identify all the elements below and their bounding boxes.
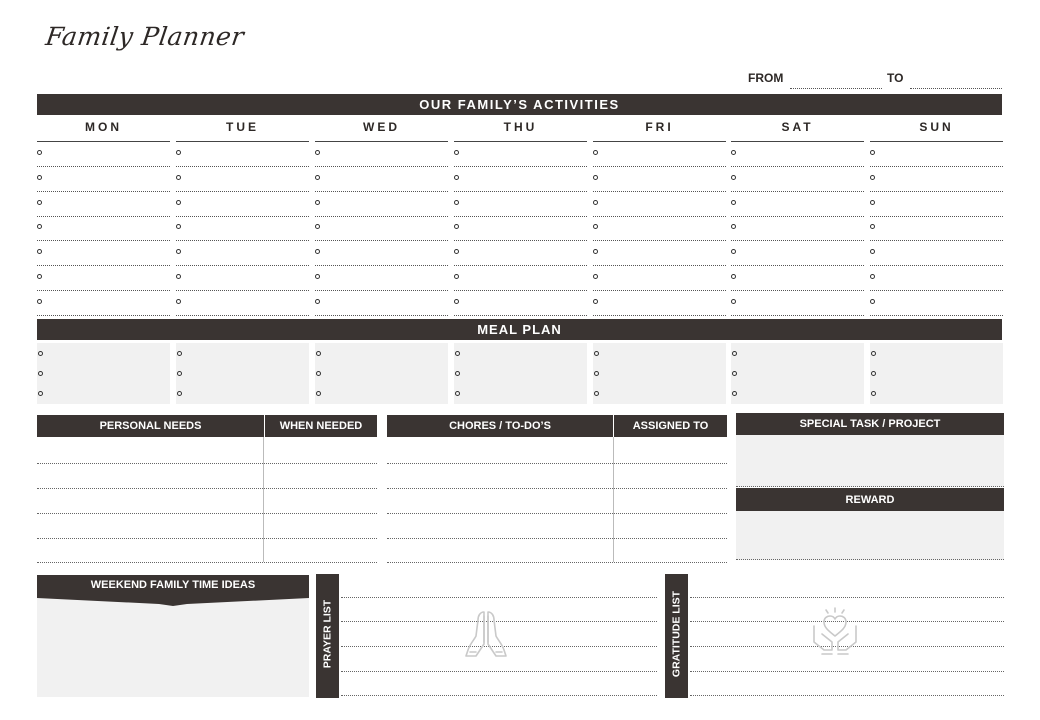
activity-line[interactable]	[454, 267, 587, 291]
day-header: FRI	[593, 120, 726, 142]
bullet-icon	[454, 200, 459, 205]
bullet-icon	[454, 224, 459, 229]
bullet-icon	[594, 391, 599, 396]
gratitude-list-title: GRATITUDE LIST	[670, 590, 683, 678]
activity-line[interactable]	[870, 168, 1003, 192]
activity-line[interactable]	[731, 193, 864, 217]
bullet-icon	[316, 371, 321, 376]
bullet-icon	[315, 200, 320, 205]
prayer-list-title: PRAYER LIST	[321, 599, 334, 669]
personal-needs-header: PERSONAL NEEDS	[37, 415, 264, 437]
meal-cell[interactable]	[176, 343, 309, 404]
when-needed-header: WHEN NEEDED	[265, 415, 377, 437]
activity-line[interactable]	[176, 242, 309, 266]
bullet-icon	[316, 351, 321, 356]
weekend-ideas-field[interactable]	[37, 604, 309, 697]
day-header: WED	[315, 120, 448, 142]
prayer-list-tab	[316, 574, 339, 698]
page-title: Family Planner	[43, 22, 247, 51]
day-header: THU	[454, 120, 587, 142]
activity-line[interactable]	[870, 217, 1003, 241]
chores-row[interactable]	[387, 513, 727, 514]
meal-cell[interactable]	[870, 343, 1003, 404]
activity-line[interactable]	[870, 193, 1003, 217]
activity-line[interactable]	[870, 292, 1003, 316]
activity-line[interactable]	[37, 168, 170, 192]
special-task-header: SPECIAL TASK / PROJECT	[736, 413, 1004, 435]
bullet-icon	[315, 224, 320, 229]
bullet-icon	[455, 391, 460, 396]
bullet-icon	[593, 175, 598, 180]
activity-line[interactable]	[37, 143, 170, 167]
activity-line[interactable]	[731, 168, 864, 192]
activity-line[interactable]	[315, 292, 448, 316]
praying-hands-icon	[462, 608, 510, 660]
bullet-icon	[871, 371, 876, 376]
bullet-icon	[594, 371, 599, 376]
chores-header: CHORES / TO-DO’S	[387, 415, 613, 437]
activity-line[interactable]	[176, 292, 309, 316]
activity-line[interactable]	[593, 217, 726, 241]
bullet-icon	[454, 274, 459, 279]
activity-line[interactable]	[454, 242, 587, 266]
prayer-line[interactable]	[341, 597, 657, 598]
activity-line[interactable]	[731, 143, 864, 167]
bullet-icon	[37, 150, 42, 155]
chores-row[interactable]	[387, 463, 727, 464]
personal-needs-row[interactable]	[37, 538, 377, 539]
bullet-icon	[37, 200, 42, 205]
bullet-icon	[177, 351, 182, 356]
bullet-icon	[870, 175, 875, 180]
activity-line[interactable]	[454, 217, 587, 241]
activity-line[interactable]	[315, 267, 448, 291]
bullet-icon	[176, 200, 181, 205]
bullet-icon	[594, 351, 599, 356]
bullet-icon	[37, 224, 42, 229]
bullet-icon	[870, 224, 875, 229]
day-header: SUN	[870, 120, 1003, 142]
activity-line[interactable]	[315, 217, 448, 241]
reward-field[interactable]	[736, 511, 1004, 560]
activity-line[interactable]	[37, 193, 170, 217]
bullet-icon	[455, 351, 460, 356]
chores-divider	[613, 437, 614, 562]
activity-line[interactable]	[870, 267, 1003, 291]
bullet-icon	[454, 299, 459, 304]
bullet-icon	[176, 150, 181, 155]
activity-line[interactable]	[315, 193, 448, 217]
bullet-icon	[731, 299, 736, 304]
meal-plan-header: MEAL PLAN	[37, 319, 1002, 340]
activity-line[interactable]	[176, 168, 309, 192]
bullet-icon	[315, 175, 320, 180]
activity-line[interactable]	[731, 242, 864, 266]
day-header: MON	[37, 120, 170, 142]
from-field[interactable]	[790, 75, 882, 89]
bullet-icon	[37, 175, 42, 180]
bullet-icon	[37, 249, 42, 254]
bullet-icon	[454, 175, 459, 180]
bullet-icon	[593, 200, 598, 205]
personal-needs-row[interactable]	[37, 488, 377, 489]
bullet-icon	[316, 391, 321, 396]
activity-line[interactable]	[315, 242, 448, 266]
chores-row[interactable]	[387, 538, 727, 539]
activity-line[interactable]	[593, 143, 726, 167]
bullet-icon	[454, 249, 459, 254]
bullet-icon	[731, 274, 736, 279]
bullet-icon	[731, 200, 736, 205]
activity-line[interactable]	[37, 217, 170, 241]
bullet-icon	[871, 351, 876, 356]
bullet-icon	[176, 175, 181, 180]
activity-line[interactable]	[37, 242, 170, 266]
activity-line[interactable]	[731, 292, 864, 316]
activity-line[interactable]	[315, 143, 448, 167]
bullet-icon	[315, 299, 320, 304]
bullet-icon	[731, 224, 736, 229]
meal-cell[interactable]	[731, 343, 864, 404]
bullet-icon	[455, 371, 460, 376]
bullet-icon	[177, 371, 182, 376]
activity-line[interactable]	[454, 168, 587, 192]
activity-line[interactable]	[315, 168, 448, 192]
day-header: SAT	[731, 120, 864, 142]
bullet-icon	[870, 299, 875, 304]
bullet-icon	[38, 371, 43, 376]
bullet-icon	[176, 274, 181, 279]
personal-needs-row[interactable]	[37, 513, 377, 514]
personal-needs-row[interactable]	[37, 463, 377, 464]
activity-line[interactable]	[454, 193, 587, 217]
bullet-icon	[454, 150, 459, 155]
from-label: FROM	[748, 71, 784, 85]
bullet-icon	[732, 371, 737, 376]
activity-line[interactable]	[37, 267, 170, 291]
chores-row[interactable]	[387, 488, 727, 489]
bullet-icon	[315, 274, 320, 279]
to-label: TO	[887, 71, 904, 85]
meal-cell[interactable]	[454, 343, 587, 404]
bullet-icon	[177, 391, 182, 396]
bullet-icon	[870, 200, 875, 205]
activity-line[interactable]	[731, 267, 864, 291]
activity-line[interactable]	[176, 217, 309, 241]
bullet-icon	[871, 391, 876, 396]
activity-line[interactable]	[593, 292, 726, 316]
heart-in-hands-icon	[808, 606, 862, 660]
activity-line[interactable]	[454, 292, 587, 316]
prayer-line[interactable]	[341, 695, 657, 696]
activity-line[interactable]	[37, 292, 170, 316]
personal-needs-divider	[263, 437, 264, 562]
bullet-icon	[37, 299, 42, 304]
gratitude-line[interactable]	[690, 671, 1004, 672]
meal-cell[interactable]	[593, 343, 726, 404]
to-field[interactable]	[910, 75, 1002, 89]
bullet-icon	[731, 150, 736, 155]
gratitude-line[interactable]	[690, 597, 1004, 598]
activity-line[interactable]	[176, 267, 309, 291]
bullet-icon	[176, 299, 181, 304]
reward-header: REWARD	[736, 488, 1004, 511]
meal-cell[interactable]	[315, 343, 448, 404]
meal-cell[interactable]	[37, 343, 170, 404]
personal-needs-row[interactable]	[37, 562, 377, 563]
chores-row[interactable]	[387, 562, 727, 563]
gratitude-line[interactable]	[690, 695, 1004, 696]
gratitude-list-tab	[665, 574, 688, 698]
special-task-field[interactable]	[736, 435, 1004, 487]
activity-line[interactable]	[593, 168, 726, 192]
activity-line[interactable]	[870, 143, 1003, 167]
bullet-icon	[315, 249, 320, 254]
bullet-icon	[38, 391, 43, 396]
activity-line[interactable]	[731, 217, 864, 241]
bullet-icon	[593, 249, 598, 254]
bullet-icon	[732, 351, 737, 356]
activity-line[interactable]	[593, 267, 726, 291]
bullet-icon	[593, 274, 598, 279]
bullet-icon	[870, 150, 875, 155]
activity-line[interactable]	[593, 193, 726, 217]
bullet-icon	[731, 249, 736, 254]
bullet-icon	[176, 224, 181, 229]
activity-line[interactable]	[870, 242, 1003, 266]
activity-line[interactable]	[176, 143, 309, 167]
activity-line[interactable]	[176, 193, 309, 217]
bullet-icon	[176, 249, 181, 254]
activities-header: OUR FAMILY’S ACTIVITIES	[37, 94, 1002, 115]
activity-line[interactable]	[593, 242, 726, 266]
bullet-icon	[732, 391, 737, 396]
day-header: TUE	[176, 120, 309, 142]
bullet-icon	[315, 150, 320, 155]
bullet-icon	[593, 224, 598, 229]
bullet-icon	[593, 299, 598, 304]
bullet-icon	[37, 274, 42, 279]
bullet-icon	[731, 175, 736, 180]
prayer-line[interactable]	[341, 671, 657, 672]
bullet-icon	[593, 150, 598, 155]
weekend-ideas-title: WEEKEND FAMILY TIME IDEAS	[90, 579, 256, 591]
assigned-to-header: ASSIGNED TO	[614, 415, 727, 437]
bullet-icon	[38, 351, 43, 356]
activity-line[interactable]	[454, 143, 587, 167]
bullet-icon	[870, 249, 875, 254]
bullet-icon	[870, 274, 875, 279]
